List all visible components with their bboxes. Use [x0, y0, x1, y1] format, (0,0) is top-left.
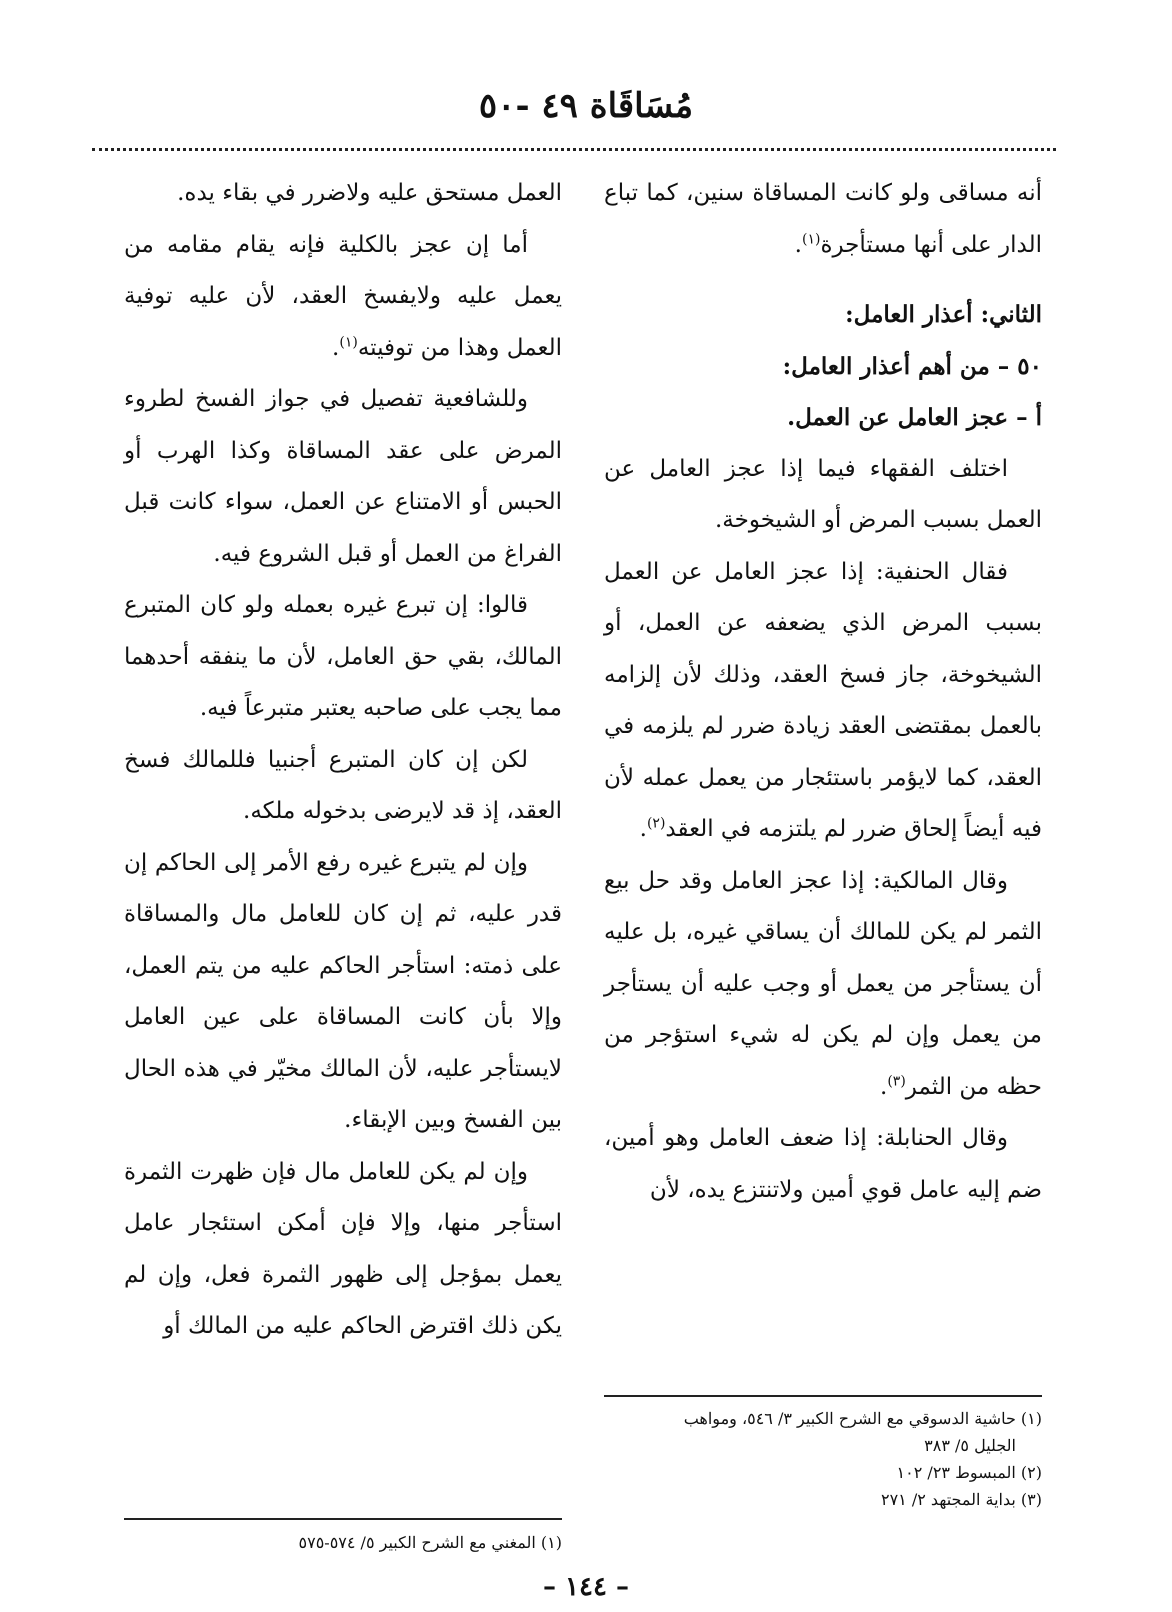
- item-number-50: ٥٠ – من أهم أعذار العامل:: [782, 352, 1042, 380]
- left-paragraph-3: وللشافعية تفصيل في جواز الفسخ لطروء المرض على عقد المساقاة وكذا الهرب أو الحبس أو الامتناع عن العمل، سواء كانت قبل الفراغ من العمل أو قبل الشروع فيه.: [124, 386, 562, 567]
- footnote-3: (٣) بداية المجتهد ٢/ ٢٧١: [880, 1490, 1042, 1509]
- page-number: – ١٤٤ –: [542, 1572, 630, 1602]
- right-paragraph-3: فقال الحنفية: إذا عجز العامل عن العمل بسبب المرض الذي يضعفه عن العمل، أو الشيخوخة، جاز فسخ العقد، وذلك لأن إلزامه بالعمل بمقتضى العقد زيادة ضرر لم يلزمه في العقد، كما لايؤمر باستئجار من يعمل عمله لأن فيه أيضاً إلحاق ضرر لم يلتزمه في العقد$^{(٢)}$.: [604, 558, 1042, 842]
- left-footnote-rule: [124, 1518, 562, 1520]
- footnote-1: (١) حاشية الدسوقي مع الشرح الكبير ٣/ ٥٤٦، ومواهب: [683, 1409, 1042, 1428]
- right-footnote-rule: [604, 1395, 1042, 1397]
- left-footnote-1: (١) المغني مع الشرح الكبير ٥/ ٥٧٤-٥٧٥: [298, 1533, 562, 1552]
- sub-heading-a: أ – عجز العامل عن العمل.: [787, 404, 1042, 431]
- left-paragraph-6: وإن لم يتبرع غيره رفع الأمر إلى الحاكم إن قدر عليه، ثم إن كان للعامل مال والمساقاة على ذمته: استأجر الحاكم عليه من يتم العمل، وإلا بأن كانت المساقاة على عين العامل لايستأجر عليه، لأن المالك مخيّر في هذه الحال بين الفسخ وبين الإبقاء.: [124, 849, 562, 1133]
- right-paragraph-3-text: فقال الحنفية: إذا عجز العامل عن العمل بسبب المرض الذي يضعفه عن العمل، أو الشيخوخة، جاز فسخ العقد، وذلك لأن إلزامه بالعمل بمقتضى العقد زيادة ضرر لم يلزمه في العقد، كما لايؤمر باستئجار من يعمل عمله لأن فيه أيضاً إلحاق ضرر لم يلتزمه في العقد: [604, 558, 1042, 842]
- section-heading: الثاني: أعذار العامل:: [845, 301, 1042, 328]
- left-paragraph-4: قالوا: إن تبرع غيره بعمله ولو كان المتبرع المالك، بقي حق العامل، لأن ما ينفقه أحدهما مما يجب على صاحبه يعتبر متبرعاً فيه.: [124, 592, 562, 721]
- left-paragraph-7: وإن لم يكن للعامل مال فإن ظهرت الثمرة استأجر منها، وإلا فإن أمكن استئجار عامل يعمل بمؤجل إلى ظهور الثمرة فعل، وإن لم يكن ذلك اقترض الحاكم عليه من المالك أو: [124, 1158, 562, 1339]
- right-column: [604, 168, 1042, 1216]
- header-dotted-rule: [92, 148, 1056, 151]
- left-paragraph-5: لكن إن كان المتبرع أجنبيا فللمالك فسخ العقد، إذ قد لايرضى بدخوله ملكه.: [124, 746, 562, 824]
- right-paragraph-4-text: وقال المالكية: إذا عجز العامل وقد حل بيع الثمر لم يكن للمالك أن يساقي غيره، بل عليه أن يستأجر من يعمل أو وجب عليه أن يستأجر من يعمل وإن لم يكن له شيء استؤجر من حظه من الثمر: [604, 867, 1042, 1100]
- footnote-2: (٢) المبسوط ٢٣/ ١٠٢: [896, 1463, 1042, 1482]
- right-paragraph-5: وقال الحنابلة: إذا ضعف العامل وهو أمين، ضم إليه عامل قوي أمين ولاتنتزع يده، لأن: [604, 1125, 1042, 1203]
- left-paragraph-2-text: أما إن عجز بالكلية فإنه يقام مقامه من يعمل عليه ولايفسخ العقد، لأن عليه توفية العمل وهذا من توفيته: [124, 231, 562, 361]
- left-footnotes: [124, 1529, 562, 1556]
- right-paragraph-1: أنه مساقى ولو كانت المساقاة سنين، كما تباع الدار على أنها مستأجرة$^{(١)}$.: [604, 180, 1042, 258]
- left-paragraph-2: أما إن عجز بالكلية فإنه يقام مقامه من يعمل عليه ولايفسخ العقد، لأن عليه توفية العمل وهذا من توفيته$^{(١)}$.: [124, 231, 562, 361]
- right-paragraph-4: وقال المالكية: إذا عجز العامل وقد حل بيع الثمر لم يكن للمالك أن يساقي غيره، بل عليه أن يستأجر من يعمل أو وجب عليه أن يستأجر من يعمل وإن لم يكن له شيء استؤجر من حظه من الثمر$^{(٣)}$.: [604, 867, 1042, 1100]
- right-paragraph-1-text: أنه مساقى ولو كانت المساقاة سنين، كما تباع الدار على أنها مستأجرة: [604, 180, 1042, 258]
- footnote-ref-left-1: (١): [339, 333, 358, 350]
- left-column: [124, 168, 562, 1353]
- footnote-ref-1: (١): [801, 230, 821, 247]
- left-paragraph-1: العمل مستحق عليه ولاضرر في بقاء يده.: [177, 180, 562, 206]
- right-paragraph-2: اختلف الفقهاء فيما إذا عجز العامل عن العمل بسبب المرض أو الشيخوخة.: [604, 455, 1042, 533]
- footnote-1-continued: الجليل ٥/ ٣٨٣: [924, 1436, 1016, 1455]
- footnote-ref-2: (٢): [646, 815, 666, 832]
- right-footnotes: [604, 1405, 1042, 1513]
- running-head: مُسَاقَاة ٤٩ -٥٠: [478, 86, 694, 126]
- footnote-ref-3: (٣): [887, 1072, 906, 1089]
